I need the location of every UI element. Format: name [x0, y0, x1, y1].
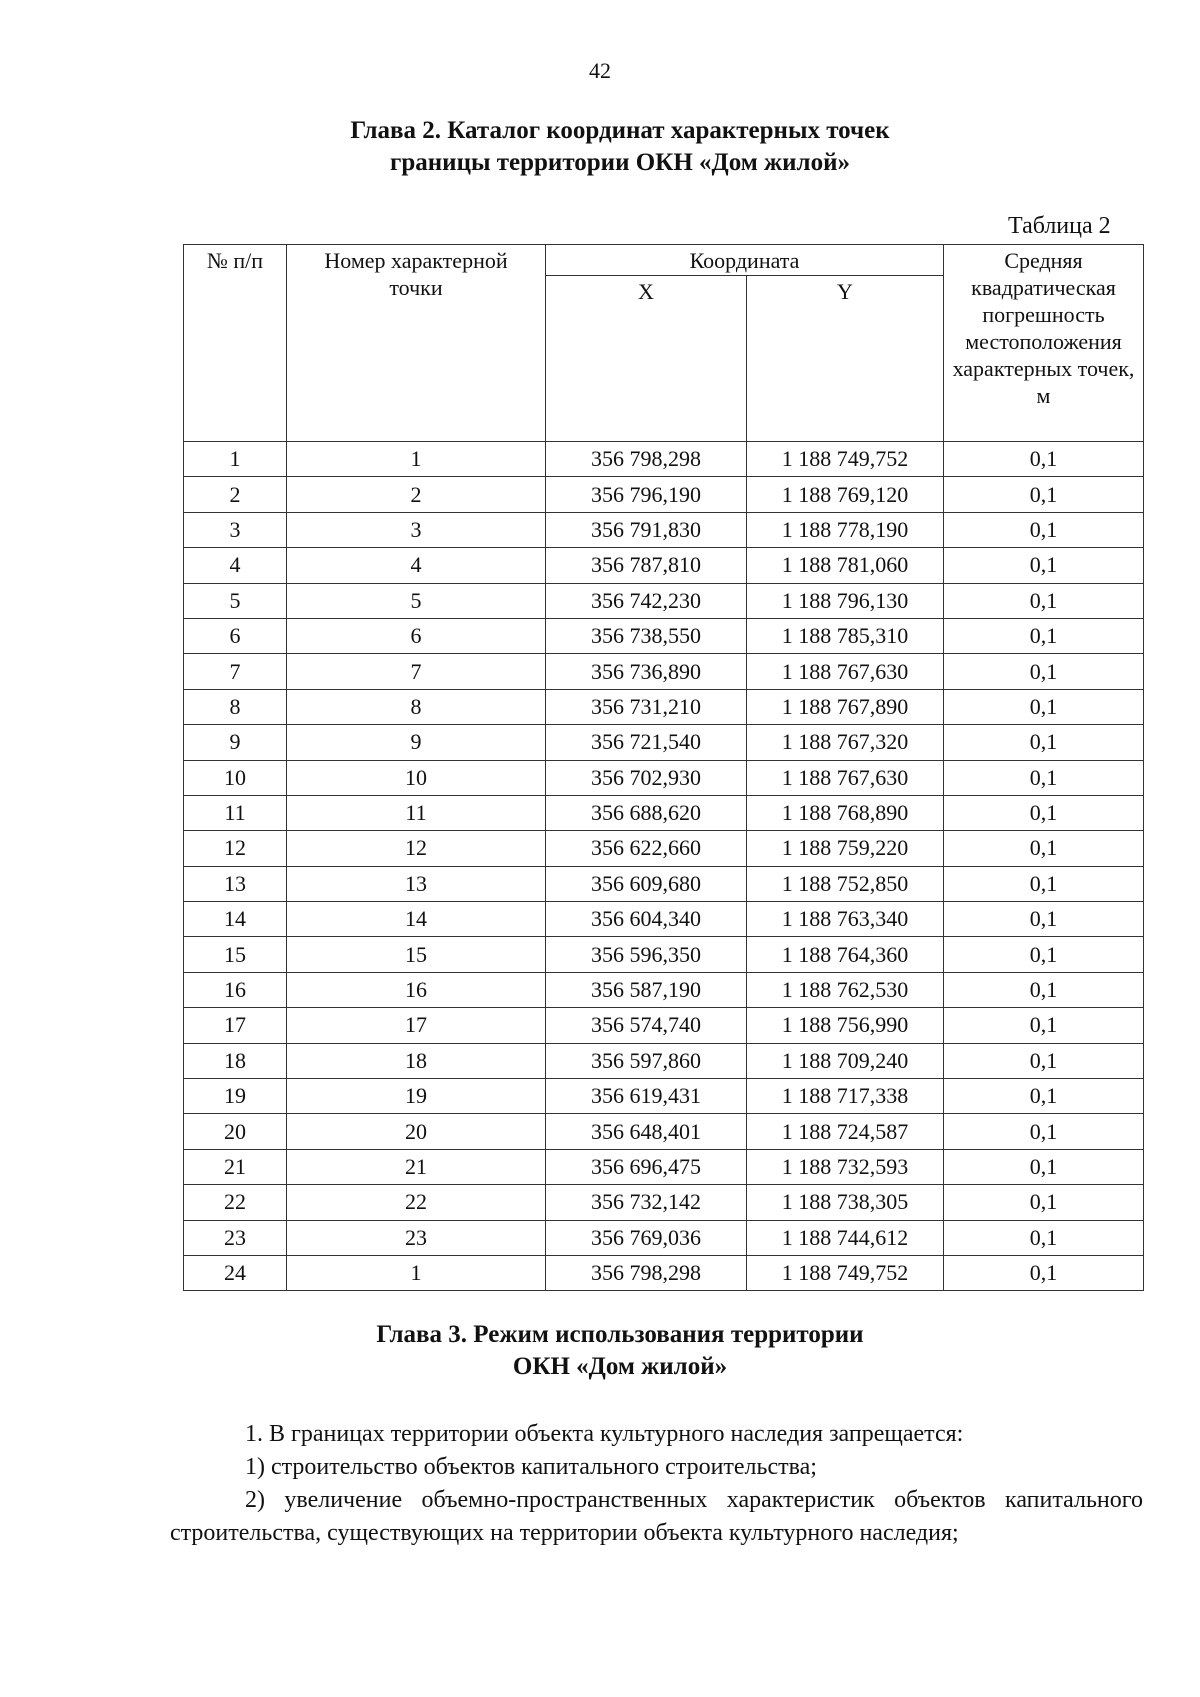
cell-point-number: 5 [287, 583, 546, 618]
cell-error: 0,1 [944, 548, 1144, 583]
cell-x: 356 648,401 [546, 1114, 747, 1149]
cell-point-number: 11 [287, 795, 546, 830]
cell-error: 0,1 [944, 618, 1144, 653]
table-row [184, 760, 1144, 795]
cell-point-number: 18 [287, 1043, 546, 1078]
cell-error: 0,1 [944, 1114, 1144, 1149]
cell-error: 0,1 [944, 1255, 1144, 1290]
chapter-2-title-line-2: границы территории ОКН «Дом жилой» [390, 149, 850, 176]
cell-y: 1 188 767,630 [747, 654, 944, 689]
cell-x: 356 736,890 [546, 654, 747, 689]
cell-number: 1 [184, 442, 287, 477]
cell-number: 9 [184, 725, 287, 760]
paragraph-2: 1) строительство объектов капитального строительства; [245, 1454, 817, 1480]
table-row [184, 442, 1144, 477]
cell-y: 1 188 738,305 [747, 1185, 944, 1220]
cell-error: 0,1 [944, 866, 1144, 901]
cell-point-number: 10 [287, 760, 546, 795]
table-row [184, 937, 1144, 972]
table-row [184, 795, 1144, 830]
header-number: № п/п [184, 245, 287, 442]
cell-number: 13 [184, 866, 287, 901]
cell-error: 0,1 [944, 972, 1144, 1007]
table-row [184, 1185, 1144, 1220]
cell-y: 1 188 781,060 [747, 548, 944, 583]
cell-point-number: 12 [287, 831, 546, 866]
table-caption: Таблица 2 [1008, 213, 1111, 239]
table-row [184, 1220, 1144, 1255]
cell-x: 356 769,036 [546, 1220, 747, 1255]
table-row [184, 1008, 1144, 1043]
cell-error: 0,1 [944, 689, 1144, 724]
cell-y: 1 188 796,130 [747, 583, 944, 618]
cell-error: 0,1 [944, 442, 1144, 477]
header-mean-square-error: Средняя квадратическая погрешность местоположения характерных точек, м [944, 245, 1144, 442]
cell-y: 1 188 744,612 [747, 1220, 944, 1255]
cell-x: 356 787,810 [546, 548, 747, 583]
header-point-number: Номер характерной точки [287, 245, 546, 442]
cell-point-number: 23 [287, 1220, 546, 1255]
cell-point-number: 13 [287, 866, 546, 901]
cell-y: 1 188 767,320 [747, 725, 944, 760]
cell-x: 356 796,190 [546, 477, 747, 512]
chapter-2-heading [0, 115, 1200, 179]
cell-error: 0,1 [944, 1079, 1144, 1114]
cell-point-number: 16 [287, 972, 546, 1007]
cell-point-number: 8 [287, 689, 546, 724]
paragraph-1: 1. В границах территории объекта культурного наследия запрещается: [245, 1421, 964, 1447]
table-row [184, 1149, 1144, 1184]
table-row [184, 1079, 1144, 1114]
cell-error: 0,1 [944, 583, 1144, 618]
cell-x: 356 597,860 [546, 1043, 747, 1078]
cell-number: 22 [184, 1185, 287, 1220]
cell-error: 0,1 [944, 477, 1144, 512]
cell-x: 356 702,930 [546, 760, 747, 795]
table-row [184, 583, 1144, 618]
table-row [184, 548, 1144, 583]
cell-point-number: 20 [287, 1114, 546, 1149]
cell-y: 1 188 762,530 [747, 972, 944, 1007]
cell-point-number: 3 [287, 512, 546, 547]
cell-error: 0,1 [944, 1185, 1144, 1220]
cell-y: 1 188 752,850 [747, 866, 944, 901]
table-row [184, 689, 1144, 724]
cell-number: 2 [184, 477, 287, 512]
table-row [184, 654, 1144, 689]
cell-x: 356 798,298 [546, 442, 747, 477]
cell-x: 356 696,475 [546, 1149, 747, 1184]
chapter-2-title-line-1: Глава 2. Каталог координат характерных точек [350, 117, 890, 144]
cell-error: 0,1 [944, 1043, 1144, 1078]
cell-number: 23 [184, 1220, 287, 1255]
cell-x: 356 609,680 [546, 866, 747, 901]
table-row [184, 831, 1144, 866]
header-x: X [546, 276, 747, 442]
cell-number: 20 [184, 1114, 287, 1149]
cell-number: 15 [184, 937, 287, 972]
table-row [184, 1114, 1144, 1149]
cell-y: 1 188 756,990 [747, 1008, 944, 1043]
cell-error: 0,1 [944, 512, 1144, 547]
table-row [184, 477, 1144, 512]
cell-y: 1 188 769,120 [747, 477, 944, 512]
cell-x: 356 587,190 [546, 972, 747, 1007]
cell-point-number: 19 [287, 1079, 546, 1114]
table-row [184, 972, 1144, 1007]
cell-point-number: 17 [287, 1008, 546, 1043]
cell-x: 356 732,142 [546, 1185, 747, 1220]
table-row [184, 902, 1144, 937]
cell-x: 356 791,830 [546, 512, 747, 547]
cell-number: 4 [184, 548, 287, 583]
cell-error: 0,1 [944, 725, 1144, 760]
cell-number: 19 [184, 1079, 287, 1114]
cell-error: 0,1 [944, 1008, 1144, 1043]
table-body [184, 442, 1144, 1291]
chapter-3-heading [0, 1319, 1200, 1383]
cell-x: 356 742,230 [546, 583, 747, 618]
cell-point-number: 22 [287, 1185, 546, 1220]
cell-point-number: 14 [287, 902, 546, 937]
cell-error: 0,1 [944, 1149, 1144, 1184]
page-number: 42 [589, 58, 611, 83]
cell-error: 0,1 [944, 654, 1144, 689]
cell-error: 0,1 [944, 902, 1144, 937]
cell-x: 356 574,740 [546, 1008, 747, 1043]
cell-point-number: 15 [287, 937, 546, 972]
cell-point-number: 21 [287, 1149, 546, 1184]
cell-error: 0,1 [944, 1220, 1144, 1255]
cell-number: 11 [184, 795, 287, 830]
paragraph-3: 2) увеличение объемно-пространственных характеристик объектов капитального строительства, существующих на территории объекта культурного наследия; [170, 1487, 1143, 1546]
cell-point-number: 2 [287, 477, 546, 512]
cell-number: 21 [184, 1149, 287, 1184]
cell-x: 356 688,620 [546, 795, 747, 830]
cell-point-number: 7 [287, 654, 546, 689]
table-row [184, 725, 1144, 760]
cell-y: 1 188 768,890 [747, 795, 944, 830]
cell-y: 1 188 749,752 [747, 1255, 944, 1290]
table-row [184, 866, 1144, 901]
cell-number: 18 [184, 1043, 287, 1078]
cell-error: 0,1 [944, 795, 1144, 830]
cell-y: 1 188 724,587 [747, 1114, 944, 1149]
table-row [184, 618, 1144, 653]
header-y: Y [747, 276, 944, 442]
cell-number: 14 [184, 902, 287, 937]
cell-y: 1 188 778,190 [747, 512, 944, 547]
cell-point-number: 1 [287, 1255, 546, 1290]
cell-y: 1 188 767,630 [747, 760, 944, 795]
cell-x: 356 622,660 [546, 831, 747, 866]
cell-point-number: 4 [287, 548, 546, 583]
header-coordinate: Координата [546, 245, 944, 276]
cell-y: 1 188 764,360 [747, 937, 944, 972]
cell-y: 1 188 763,340 [747, 902, 944, 937]
coordinates-table [183, 244, 1144, 1291]
cell-error: 0,1 [944, 831, 1144, 866]
cell-y: 1 188 759,220 [747, 831, 944, 866]
chapter-3-title-line-2: ОКН «Дом жилой» [512, 1353, 728, 1380]
cell-number: 24 [184, 1255, 287, 1290]
cell-x: 356 604,340 [546, 902, 747, 937]
cell-number: 3 [184, 512, 287, 547]
cell-x: 356 721,540 [546, 725, 747, 760]
table-row [184, 1255, 1144, 1290]
body-text [170, 1418, 1143, 1550]
table-row [184, 1043, 1144, 1078]
cell-point-number: 1 [287, 442, 546, 477]
cell-error: 0,1 [944, 937, 1144, 972]
cell-point-number: 9 [287, 725, 546, 760]
table-row [184, 512, 1144, 547]
cell-number: 17 [184, 1008, 287, 1043]
cell-y: 1 188 749,752 [747, 442, 944, 477]
cell-number: 10 [184, 760, 287, 795]
cell-number: 5 [184, 583, 287, 618]
cell-y: 1 188 717,338 [747, 1079, 944, 1114]
cell-y: 1 188 785,310 [747, 618, 944, 653]
cell-number: 6 [184, 618, 287, 653]
chapter-3-title-line-1: Глава 3. Режим использования территории [376, 1321, 864, 1348]
cell-number: 12 [184, 831, 287, 866]
cell-y: 1 188 732,593 [747, 1149, 944, 1184]
cell-number: 16 [184, 972, 287, 1007]
cell-x: 356 738,550 [546, 618, 747, 653]
cell-number: 8 [184, 689, 287, 724]
cell-number: 7 [184, 654, 287, 689]
cell-error: 0,1 [944, 760, 1144, 795]
cell-x: 356 798,298 [546, 1255, 747, 1290]
cell-y: 1 188 767,890 [747, 689, 944, 724]
cell-y: 1 188 709,240 [747, 1043, 944, 1078]
table-header [184, 245, 1144, 442]
cell-x: 356 731,210 [546, 689, 747, 724]
cell-x: 356 596,350 [546, 937, 747, 972]
cell-point-number: 6 [287, 618, 546, 653]
cell-x: 356 619,431 [546, 1079, 747, 1114]
